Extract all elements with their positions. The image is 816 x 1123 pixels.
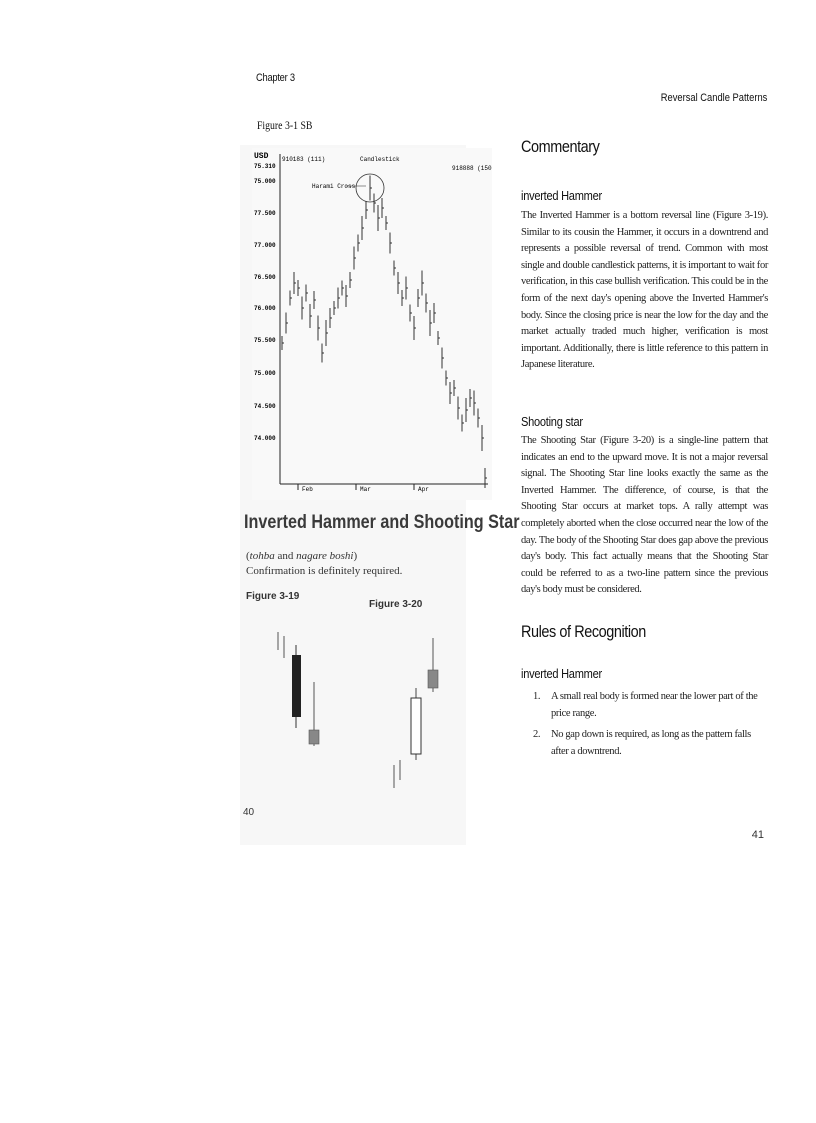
list-item-number: 2. — [533, 729, 541, 741]
page-number-left: 40 — [243, 807, 255, 818]
y-tick-label: 74.500 — [254, 403, 276, 410]
y-tick-label: 75.310 — [254, 163, 276, 170]
inverted-hammer-candle — [309, 730, 319, 744]
y-tick-label: 77.000 — [254, 242, 276, 249]
rules-heading: Rules of Recognition — [521, 622, 646, 641]
price-chart-svg — [252, 148, 492, 500]
rules-sub-heading: inverted Hammer — [521, 666, 602, 681]
y-tick-label: 76.500 — [254, 274, 276, 281]
figure-3-20-label: Figure 3-20 — [369, 599, 423, 610]
y-tick-label: 74.000 — [254, 435, 276, 442]
list-item-number: 1. — [533, 691, 541, 702]
bullish-candle — [411, 698, 421, 754]
page-number-right: 41 — [751, 829, 764, 841]
y-tick-label: 77.500 — [254, 210, 276, 217]
y-tick-label: 75.000 — [254, 370, 276, 377]
x-tick-label: Apr — [418, 486, 429, 493]
inverted-hammer-paragraph: The Inverted Hammer is a bottom reversal line (Figure 3-19). Similar to its cousin the Hammer, it occurs in a downtrend and represents a possible reversal of trend. Common with most single and double candlestick patterns, it is important to wait for verification, in this case bullish verification. This could be in the form of the next day's opening above the Inverted Hammer's body. Since the closing price is near the low for the day and the market actually traded much higher, verification is most important. Additionally, there is little reference to this pattern in Japanese literature. — [521, 210, 768, 371]
list-item — [533, 689, 768, 722]
y-tick-label: 75.000 — [254, 178, 276, 185]
chapter-label: Chapter 3 — [256, 72, 295, 84]
name-nagare-boshi: nagare boshi — [296, 550, 354, 562]
bearish-candle — [292, 655, 301, 717]
paren-open: ( — [246, 550, 250, 562]
running-head: Reversal Candle Patterns — [660, 92, 767, 104]
candle-svg — [244, 610, 464, 810]
chart-annotation-2: Harami Cross — [312, 183, 356, 190]
japanese-names — [246, 550, 357, 562]
figure-3-19-label: Figure 3-19 — [246, 591, 300, 602]
x-tick-label: Feb — [302, 486, 313, 493]
shooting-star-heading: Shooting star — [521, 414, 583, 429]
commentary-heading: Commentary — [521, 137, 600, 156]
figure-3-20-candles — [394, 638, 438, 788]
chart-top-left-label: USD — [254, 152, 269, 161]
figure-3-19-candles — [278, 632, 319, 746]
shooting-star-paragraph: The Shooting Star (Figure 3-20) is a single-line pattern that indicates an end to the upward move. It is not a major reversal signal. The Shooting Star line looks exactly the same as the Inverted Hammer. The difference, of course, is that the Shooting Star occurs at market tops. A rally attempt was completely aborted when the close occurred near the low of the day. The body of the Shooting Star does gap above the previous day's body. This fact actually means that the Shooting Star could be referred to as a two-line pattern since the previous day's body must be considered. — [521, 435, 768, 596]
name-and: and — [274, 550, 297, 562]
list-item-text: No gap down is required, as long as the pattern falls after a downtrend. — [551, 729, 751, 757]
rules-list — [533, 689, 768, 765]
y-tick-label: 76.000 — [254, 305, 276, 312]
book-section-title: Inverted Hammer and Shooting Star — [244, 512, 520, 533]
list-item — [533, 727, 768, 760]
chart-top-mid-label: 910183 (111) — [282, 156, 326, 163]
inverted-hammer-heading: inverted Hammer — [521, 188, 602, 203]
y-tick-label: 75.500 — [254, 337, 276, 344]
name-tohba: tohba — [249, 550, 275, 562]
confirmation-note: Confirmation is definitely required. — [246, 565, 403, 577]
figure-label: Figure 3-1 SB — [257, 120, 313, 132]
x-tick-label: Mar — [360, 486, 371, 493]
chart-top-right-label: 918888 (150 — [452, 165, 492, 172]
chart-annotation-1: Candlestick — [360, 156, 400, 163]
candle-illustrations — [244, 610, 464, 810]
list-item-text: A small real body is formed near the lower part of the price range. — [551, 691, 758, 719]
price-chart — [252, 148, 492, 500]
paren-close: ) — [353, 550, 358, 562]
shooting-star-candle — [428, 670, 438, 688]
